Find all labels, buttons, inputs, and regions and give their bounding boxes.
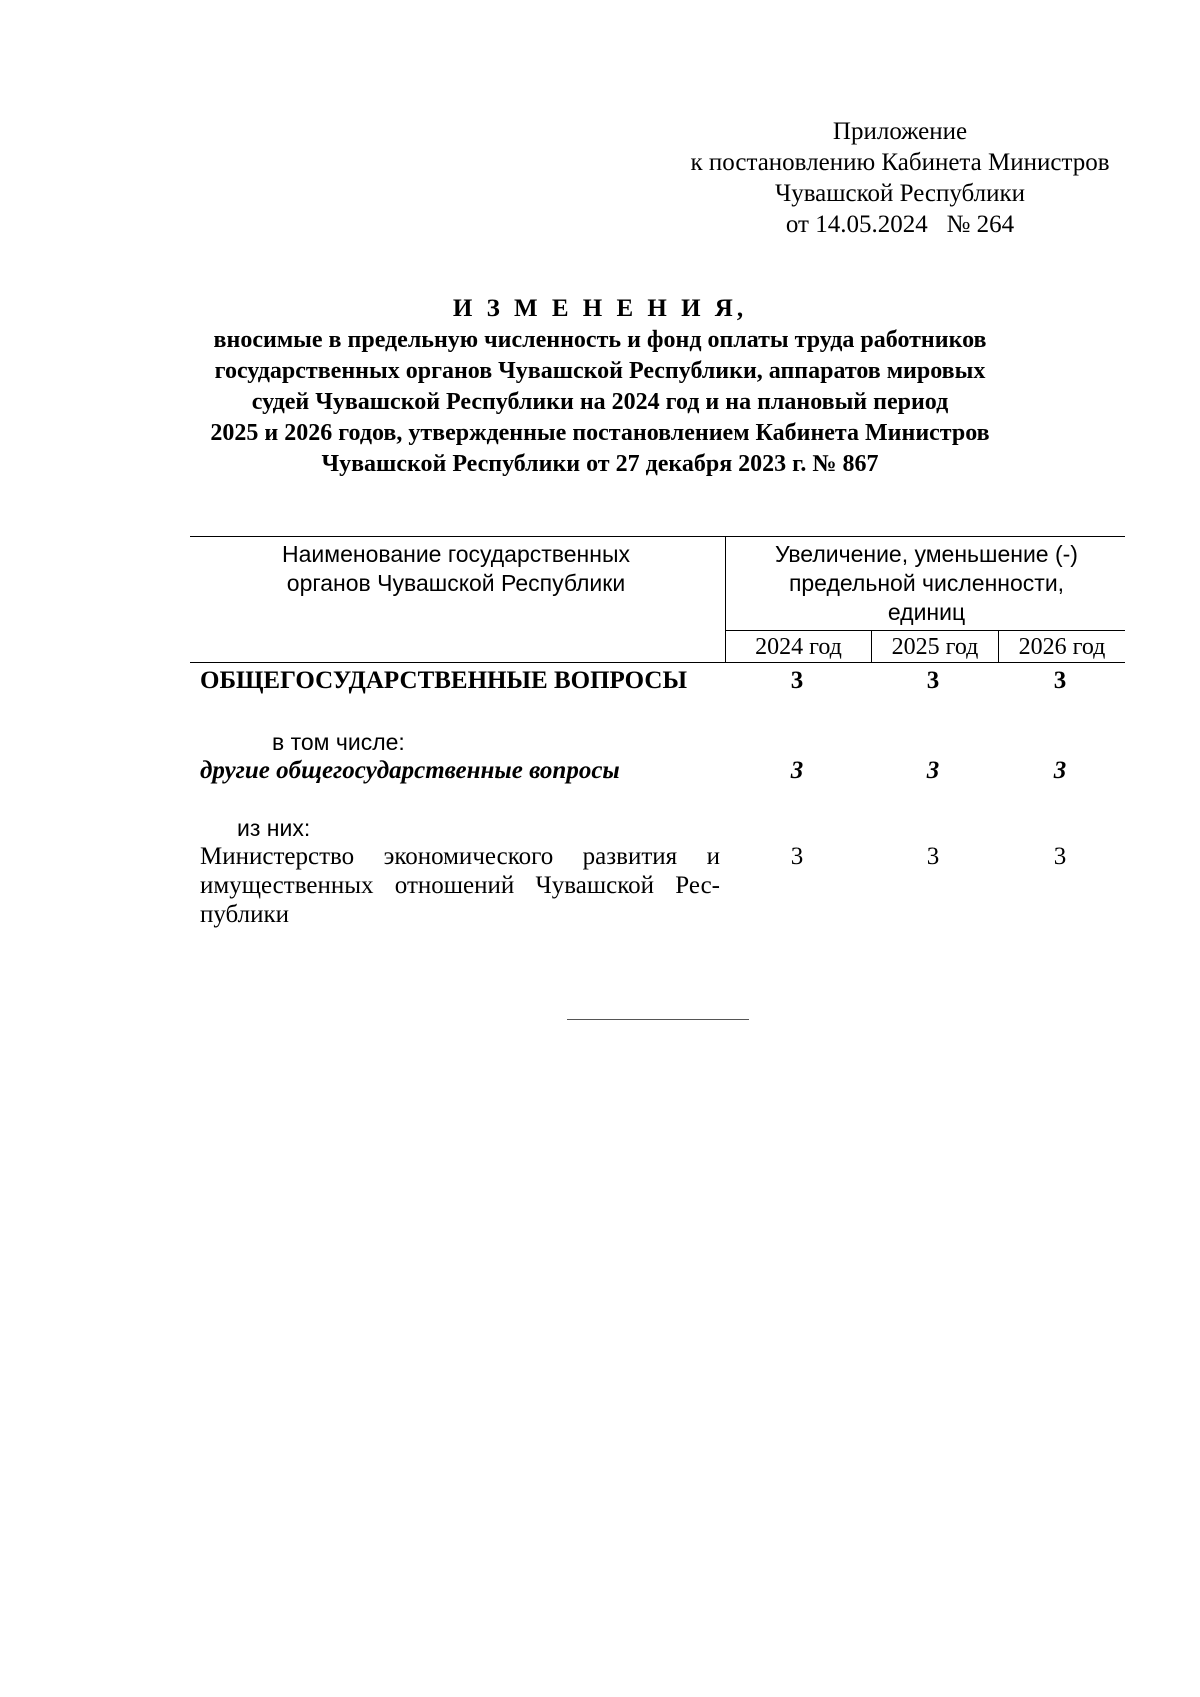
ministry-label: Министерство экономического развития и имущественных отношений Чувашской Рес- публики: [200, 843, 720, 928]
year-header-2025: 2025 год: [891, 634, 979, 660]
appendix-republic: Чувашской Республики: [774, 180, 1026, 207]
document-heading: [190, 293, 1010, 480]
end-divider: [567, 1019, 749, 1020]
general-issues-label: ОБЩЕГОСУДАРСТВЕННЫЕ ВОПРОСЫ: [200, 667, 687, 694]
heading-line: вносимые в предельную численность и фонд оплаты труда работников: [213, 327, 987, 353]
ministry-value-2024: 3: [790, 843, 804, 870]
table-top-border: [190, 536, 1125, 537]
appendix-date-number: от 14.05.2024 № 264: [785, 211, 1015, 238]
ministry-value-2025: 3: [926, 843, 940, 870]
table-header: [190, 536, 1125, 664]
other-issues-label: другие общегосударственные вопросы: [200, 757, 620, 784]
year-header-2024: 2024 год: [755, 634, 842, 660]
appendix-resolution: к постановлению Кабинета Министров: [690, 149, 1110, 176]
general-value-2024: 3: [790, 667, 804, 694]
years-top-border: [725, 630, 1125, 631]
increase-column-header: Увеличение, уменьшение (-) предельной численности, единиц: [775, 541, 1078, 625]
including-label: в том числе:: [272, 729, 405, 755]
year-header-2026: 2026 год: [1018, 634, 1106, 660]
ministry-value-2026: 3: [1053, 843, 1067, 870]
heading-title: И З М Е Н Е Н И Я,: [452, 295, 748, 322]
other-value-2025: 3: [926, 757, 940, 784]
heading-line: 2025 и 2026 годов, утвержденные постановлением Кабинета Министров: [210, 420, 990, 446]
appendix-block: [660, 116, 1140, 240]
general-value-2026: 3: [1053, 667, 1067, 694]
heading-line: Чувашской Республики от 27 декабря 2023 г. № 867: [321, 451, 879, 477]
heading-line: государственных органов Чувашской Республики, аппаратов мировых: [214, 358, 986, 384]
of-them-label: из них:: [237, 815, 311, 841]
general-value-2025: 3: [926, 667, 940, 694]
name-column-header: Наименование государственных органов Чувашской Республики: [282, 541, 630, 596]
other-value-2024: 3: [790, 757, 804, 784]
other-value-2026: 3: [1053, 757, 1067, 784]
heading-line: судей Чувашской Республики на 2024 год и на плановый период: [251, 389, 949, 415]
appendix-title: Приложение: [832, 118, 968, 145]
table-header-bottom-border: [190, 662, 1125, 663]
